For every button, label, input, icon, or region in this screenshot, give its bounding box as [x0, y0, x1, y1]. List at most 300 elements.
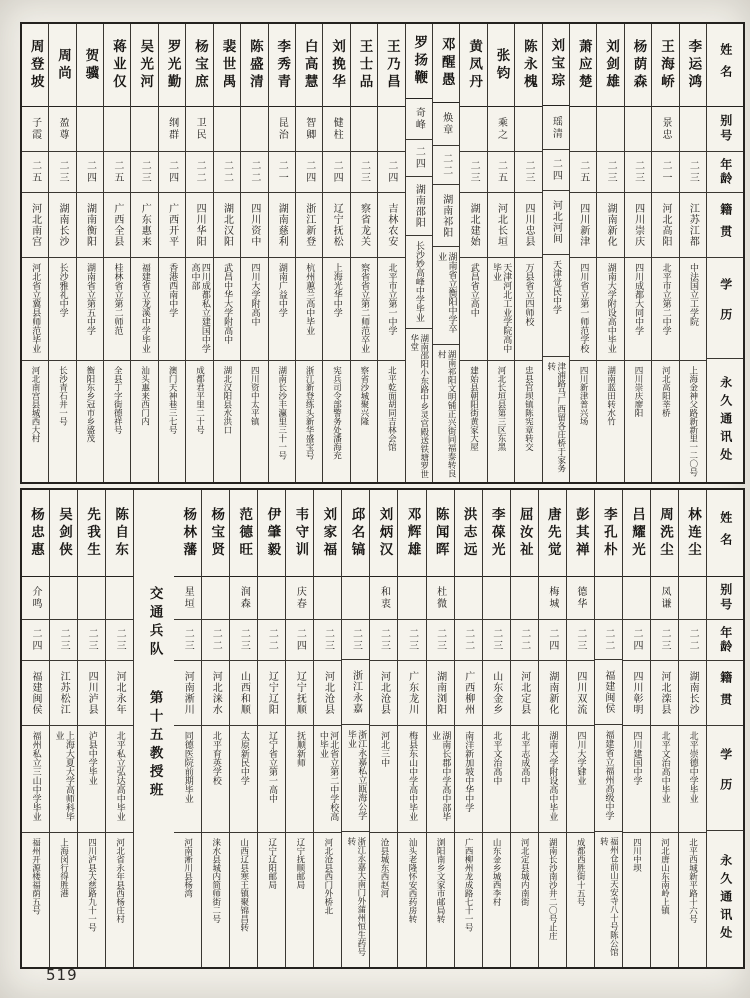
person-name: 刘剑雄: [603, 38, 620, 92]
person-name: 李秀青: [274, 38, 291, 92]
person-name: 张钧: [493, 47, 510, 83]
name-cell: [511, 490, 538, 577]
alias-cell: [543, 106, 569, 150]
education-cell: [131, 258, 157, 361]
name-cell: [433, 24, 459, 103]
person-education: 泸县中学毕业: [86, 731, 97, 785]
person-name: 王海峤: [657, 38, 674, 92]
person-name: 周登坡: [27, 38, 44, 92]
header-native-label: 籍贯: [718, 671, 733, 715]
person-education: 四川大学肄业: [575, 731, 586, 785]
name-cell: [625, 24, 651, 107]
person-age: 二二: [602, 627, 614, 652]
education-cell: [351, 258, 377, 361]
address-cell: [214, 361, 240, 482]
education-cell: [460, 258, 486, 361]
person-name: 陈永槐: [520, 38, 537, 92]
name-cell: [202, 490, 229, 577]
person-name: 萧应楚: [575, 38, 592, 92]
name-cell: [351, 24, 377, 107]
person-education: 武昌中华大学附高中: [222, 263, 233, 344]
person-alias: 润森: [238, 586, 250, 610]
entry-column: [174, 490, 201, 967]
person-education: 四川省立第一师范学校: [578, 263, 589, 353]
age-cell: [378, 152, 404, 193]
section-class-label: 第十五教授班: [146, 690, 163, 801]
header-education: [707, 726, 743, 831]
alias-cell: [623, 577, 650, 620]
age-cell: [570, 152, 596, 193]
person-education: 中法国立工学院: [687, 263, 698, 326]
person-alias: 瑶清: [550, 115, 562, 140]
person-address: 四川泸县大慈路九十一号: [86, 838, 97, 932]
address-cell: [258, 833, 285, 967]
person-education: 湖南长郡中学高中部毕业: [430, 731, 451, 821]
person-native: 江苏江都: [687, 203, 699, 247]
education-cell: [77, 258, 103, 361]
native-cell: [77, 193, 103, 258]
person-alias: 子霞: [29, 117, 41, 141]
person-age: 二三: [322, 628, 334, 652]
person-alias: 景忠: [659, 117, 671, 141]
name-cell: [50, 490, 77, 577]
address-cell: [351, 361, 377, 482]
education-cell: [378, 258, 404, 361]
native-cell: [680, 193, 706, 258]
alias-cell: [258, 577, 285, 620]
address-cell: [483, 833, 510, 967]
address-cell: [22, 361, 48, 482]
education-cell: [567, 726, 594, 833]
age-cell: [597, 152, 623, 193]
entry-column: [285, 490, 313, 967]
person-native: 山西和顺: [238, 671, 250, 715]
education-cell: [483, 726, 510, 833]
address-cell: [511, 833, 538, 967]
person-name: 吴剑侠: [56, 506, 73, 560]
address-cell: [186, 361, 212, 482]
name-cell: [342, 490, 369, 577]
address-cell: [49, 361, 75, 482]
person-age: 二四: [84, 160, 96, 184]
education-cell: [241, 258, 267, 361]
person-name: 裴世禺: [219, 38, 236, 92]
person-address: 浙江新登练头新华盛宝号: [304, 366, 315, 460]
education-cell: [570, 258, 596, 361]
entry-column: [341, 490, 369, 967]
person-name: 邓醒愚: [438, 36, 455, 90]
person-education: 天津河北工业学院高中毕业: [490, 263, 512, 353]
entry-column: [566, 490, 594, 967]
education-cell: [342, 725, 369, 832]
person-name: 刘炳汉: [376, 506, 393, 560]
person-native: 湖南慈利: [276, 203, 288, 247]
native-cell: [202, 661, 229, 726]
header-name: [707, 24, 743, 107]
person-native: 四川资中: [248, 203, 260, 247]
person-alias: 纲群: [166, 117, 178, 141]
person-education: 香港西南中学: [167, 263, 178, 317]
age-cell: [50, 620, 77, 661]
name-cell: [543, 24, 569, 106]
address-cell: [595, 832, 622, 967]
entry-column: [76, 24, 103, 482]
native-cell: [378, 193, 404, 258]
name-cell: [131, 24, 157, 107]
person-education: 察省省立第二师范卒业: [359, 263, 370, 353]
person-address: 汕头惠来西门内: [139, 366, 150, 426]
age-cell: [595, 620, 622, 661]
person-name: 周尚: [55, 47, 71, 83]
person-age: 二二: [462, 628, 474, 652]
entry-column: [426, 490, 454, 967]
person-age: 二四: [546, 628, 558, 652]
education-cell: [597, 258, 623, 361]
entry-column: [77, 490, 105, 967]
person-alias: 健柱: [331, 117, 343, 141]
age-cell: [258, 620, 285, 661]
alias-cell: [314, 577, 341, 620]
native-cell: [342, 660, 369, 725]
person-age: 二一: [276, 160, 288, 184]
alias-cell: [406, 99, 432, 140]
header-alias-label: 别号: [718, 114, 733, 144]
alias-cell: [131, 107, 157, 152]
name-cell: [460, 24, 486, 107]
person-age: 二三: [468, 160, 480, 184]
person-age: 二三: [490, 628, 502, 652]
alias-cell: [597, 107, 623, 152]
native-cell: [49, 193, 75, 258]
person-name: 伊肇毅: [264, 506, 281, 560]
entry-column: [48, 24, 75, 482]
address-cell: [202, 833, 229, 967]
name-cell: [22, 24, 48, 107]
person-native: 湖南衡阳: [84, 203, 96, 247]
person-address: 河北定县城内南街: [519, 838, 530, 906]
person-address: 浙江永嘉大南门外蒲州恒生药号转: [345, 836, 366, 956]
person-age: 二二: [194, 160, 206, 184]
person-name: 刘挽华: [329, 38, 346, 92]
native-cell: [174, 661, 201, 726]
person-native: 湖南新化: [546, 671, 558, 715]
native-cell: [398, 661, 425, 726]
header-name-label: 姓名: [718, 43, 733, 87]
entry-column: [130, 24, 157, 482]
entry-column: [397, 490, 425, 967]
person-education: 天津觉民中学: [550, 260, 561, 315]
person-name: 罗扬鞭: [411, 34, 428, 88]
person-age: 二四: [30, 628, 42, 652]
address-cell: [455, 833, 482, 967]
person-name: 先我生: [84, 506, 101, 560]
person-age: 二二: [440, 153, 452, 178]
person-native: 河南淅川: [182, 671, 194, 715]
person-address: 湖北汉阳县水洪口: [221, 366, 232, 434]
education-cell: [214, 258, 240, 361]
entry-column: [432, 24, 459, 482]
age-cell: [427, 620, 454, 661]
native-cell: [159, 193, 185, 258]
address-cell: [651, 833, 678, 967]
person-name: 韦守训: [292, 506, 309, 560]
person-alias: 卫民: [194, 117, 206, 141]
alias-cell: [159, 107, 185, 152]
person-native: 四川华阳: [194, 203, 206, 247]
person-alias: 梅城: [546, 586, 558, 610]
person-alias: 智卿: [303, 117, 315, 141]
header-age: [707, 620, 743, 661]
person-address: 衡阳东乡冠市乡盛茂: [84, 366, 95, 443]
page-number: 519: [46, 966, 78, 984]
person-age: 二五: [495, 160, 507, 184]
person-native: 四川双流: [574, 671, 586, 715]
age-cell: [106, 620, 133, 661]
person-age: 二二: [248, 160, 260, 184]
native-cell: [623, 661, 650, 726]
address-cell: [406, 329, 432, 482]
address-cell: [679, 833, 706, 967]
person-address: 成都君平里二十号: [194, 366, 205, 434]
person-address: 宪兵司令部警务处潘海充: [331, 366, 342, 460]
alias-cell: [241, 107, 267, 152]
name-cell: [378, 24, 404, 107]
entry-column: [213, 24, 240, 482]
address-cell: [323, 361, 349, 482]
native-cell: [50, 661, 77, 726]
age-cell: [159, 152, 185, 193]
person-education: 上海光华中学: [331, 263, 342, 317]
person-education: 河北省立第二中学校高中毕业: [317, 731, 339, 821]
native-cell: [106, 661, 133, 726]
name-cell: [230, 490, 257, 577]
person-native: 广西柳州: [462, 671, 474, 715]
person-age: 二二: [518, 628, 530, 652]
age-cell: [680, 152, 706, 193]
education-cell: [651, 726, 678, 833]
alias-cell: [269, 107, 295, 152]
address-cell: [159, 361, 185, 482]
alias-cell: [651, 577, 678, 620]
person-age: 二三: [182, 628, 194, 652]
address-cell: [680, 361, 706, 482]
person-name: 罗光勤: [164, 38, 181, 92]
header-address: [707, 359, 743, 482]
name-cell: [406, 24, 432, 99]
education-cell: [159, 258, 185, 361]
age-cell: [651, 620, 678, 661]
person-alias: 盈尊: [57, 117, 69, 141]
person-age: 二四: [294, 628, 306, 652]
person-native: 浙江新登: [303, 203, 315, 247]
alias-cell: [570, 107, 596, 152]
person-native: 河北南宫: [29, 203, 41, 247]
person-native: 湖南浏阳: [434, 671, 446, 715]
education-cell: [679, 726, 706, 833]
header-education-label: 学历: [718, 278, 733, 338]
entry-column: [459, 24, 486, 482]
education-cell: [543, 255, 569, 357]
education-cell: [258, 726, 285, 833]
alias-cell: [488, 107, 514, 152]
age-cell: [286, 620, 313, 661]
person-name: 杨宝贤: [208, 506, 225, 560]
header-education-label: 学历: [718, 748, 733, 808]
education-cell: [652, 258, 678, 361]
alias-cell: [342, 577, 369, 620]
person-native: 河北定县: [518, 671, 530, 715]
person-name: 李运鸿: [685, 38, 702, 92]
entry-column: [313, 490, 341, 967]
person-address: 河北长垣县第三区东黑: [495, 366, 506, 451]
address-cell: [539, 833, 566, 967]
address-cell: [378, 361, 404, 482]
native-cell: [570, 193, 596, 258]
education-cell: [174, 726, 201, 833]
person-name: 吕耀光: [628, 506, 645, 560]
address-cell: [652, 361, 678, 482]
person-age: 二二: [221, 160, 233, 184]
person-alias: 凤谦: [659, 586, 671, 610]
person-age: 二三: [139, 160, 151, 184]
person-name: 王士品: [356, 38, 373, 92]
person-education: 辽宁省立第一高中: [266, 731, 277, 803]
person-address: 湖南长沙丰瀛里三十一号: [276, 366, 287, 460]
header-age-label: 年龄: [718, 626, 733, 654]
person-education: 北平文治高中: [491, 731, 502, 785]
education-cell: [22, 726, 49, 833]
header-address: [707, 831, 743, 967]
age-cell: [77, 152, 103, 193]
age-cell: [174, 620, 201, 661]
address-cell: [543, 357, 569, 482]
person-native: 江苏松江: [58, 671, 70, 715]
person-address: 湖南祁阳文明铺正兴街同福泰转良村: [436, 350, 457, 478]
address-cell: [342, 832, 369, 967]
native-cell: [241, 193, 267, 258]
person-name: 范德旺: [236, 506, 253, 560]
address-cell: [174, 833, 201, 967]
person-address: 河北高阳莘桥: [660, 366, 671, 417]
person-native: 四川新津: [577, 203, 589, 247]
person-age: 二五: [29, 160, 41, 184]
person-address: 辽宁抚顺邮局: [294, 838, 305, 889]
education-cell: [50, 726, 77, 833]
native-cell: [406, 177, 432, 236]
age-cell: [567, 620, 594, 661]
person-age: 二三: [659, 628, 671, 652]
person-education: 北平志成高中: [519, 731, 530, 785]
alias-cell: [22, 577, 49, 620]
header-address-label: 永久通讯处: [718, 854, 733, 944]
entry-column: [487, 24, 514, 482]
age-cell: [22, 152, 48, 193]
education-cell: [511, 726, 538, 833]
native-cell: [511, 661, 538, 726]
age-cell: [131, 152, 157, 193]
person-name: 刘家福: [320, 506, 337, 560]
person-native: 湖南祁阳: [440, 193, 452, 238]
person-native: 河北沧县: [378, 671, 390, 715]
person-address: 北平乾面胡同吉林会馆: [386, 366, 397, 451]
entry-column: [569, 24, 596, 482]
education-cell: [78, 726, 105, 833]
entry-column: [49, 490, 77, 967]
person-native: 察省龙关: [358, 203, 370, 247]
person-address: 四川中坝: [631, 838, 642, 872]
person-native: 湖南邵阳: [413, 184, 425, 229]
entry-column: [295, 24, 322, 482]
person-address: 湖南邵阳小东路中乡灵官殿送铁塘罗世华堂: [408, 334, 429, 479]
age-cell: [342, 620, 369, 661]
person-address: 广西柳州龙成路七十一号: [463, 838, 474, 932]
header-column: [706, 24, 743, 482]
native-cell: [460, 193, 486, 258]
person-name: 陈盛清: [246, 38, 263, 92]
header-alias: [707, 577, 743, 620]
alias-cell: [50, 577, 77, 620]
native-cell: [296, 193, 322, 258]
education-cell: [488, 258, 514, 361]
person-name: 彭其禅: [572, 506, 589, 560]
age-cell: [323, 152, 349, 193]
person-native: 四川泸县: [86, 671, 98, 715]
person-name: 李孔朴: [600, 506, 617, 560]
person-native: 河北长垣: [495, 203, 507, 247]
person-education: 武昌省立高中: [468, 263, 479, 317]
education-cell: [623, 726, 650, 833]
name-cell: [314, 490, 341, 577]
name-cell: [515, 24, 541, 107]
age-cell: [22, 620, 49, 661]
education-cell: [106, 726, 133, 833]
person-alias: 介鸣: [30, 586, 42, 610]
alias-cell: [515, 107, 541, 152]
person-address: 河北南宫县城西大村: [30, 366, 41, 443]
address-cell: [106, 833, 133, 967]
person-native: 河北高阳: [659, 203, 671, 247]
person-age: 二四: [303, 160, 315, 184]
person-education: 万县省立四师校: [523, 263, 534, 326]
address-cell: [286, 833, 313, 967]
name-cell: [174, 490, 201, 577]
roster-table-bottom: [20, 488, 745, 969]
name-cell: [49, 24, 75, 107]
person-age: 二三: [574, 628, 586, 652]
alias-cell: [104, 107, 130, 152]
person-native: 湖南新化: [605, 203, 617, 247]
entry-column: [185, 24, 212, 482]
entry-column: [651, 24, 678, 482]
native-cell: [483, 661, 510, 726]
person-address: 上海闵行得胜港: [58, 838, 69, 898]
alias-cell: [539, 577, 566, 620]
person-native: 浙江永嘉: [350, 670, 362, 715]
education-cell: [515, 258, 541, 361]
address-cell: [230, 833, 257, 967]
entry-column: [678, 490, 706, 967]
address-cell: [427, 833, 454, 967]
person-education: 北平私立弘达高中毕业: [114, 731, 125, 821]
person-address: 浏阳南乡文家市邮局转: [435, 838, 446, 923]
alias-cell: [595, 577, 622, 620]
native-cell: [488, 193, 514, 258]
entry-column: [201, 490, 229, 967]
alias-cell: [433, 103, 459, 146]
name-cell: [241, 24, 267, 107]
entry-column: [454, 490, 482, 967]
person-education: 南洋新加坡中华中学: [463, 731, 474, 812]
